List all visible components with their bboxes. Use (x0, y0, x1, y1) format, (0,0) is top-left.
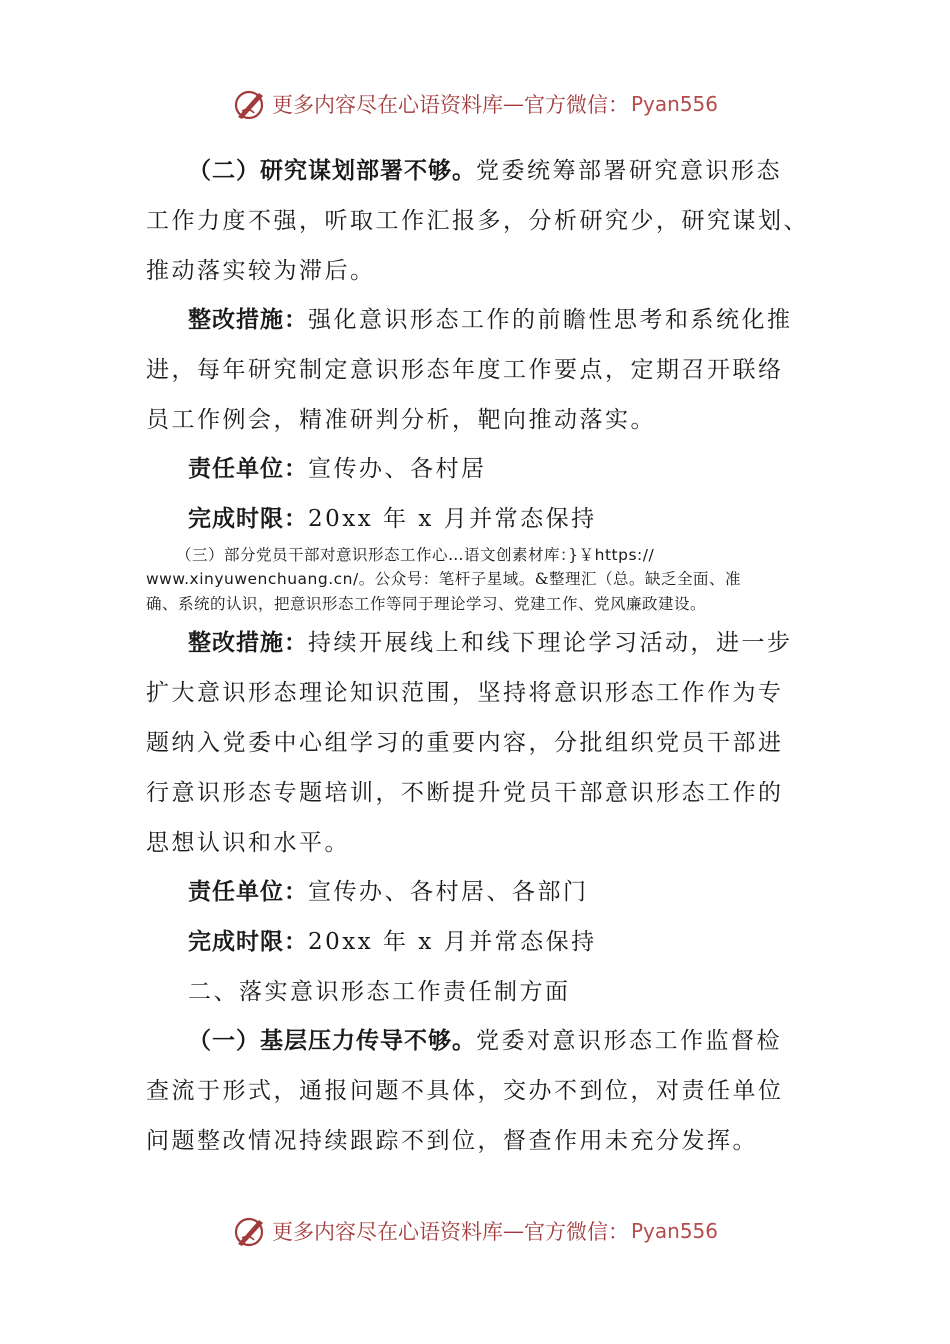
measures-text: 持续开展线上和线下理论学习活动，进一步 (308, 630, 793, 656)
deadline-value: 20xx 年 x 月并常态保持 (308, 929, 597, 955)
paragraph-line: 查流于形式，通报问题不具体，交办不到位，对责任单位 (146, 1078, 784, 1104)
responsible-value: 宣传办、各村居、各部门 (308, 879, 589, 905)
measures-line: 员工作例会，精准研判分析，靶向推动落实。 (146, 407, 656, 433)
measures-line (188, 305, 848, 335)
responsible-label: 责任单位： (188, 456, 308, 482)
pen-logo-icon (232, 87, 268, 121)
watermark-text: 更多内容尽在心语资料库 (271, 1220, 503, 1244)
measures-label: 整改措施： (188, 307, 308, 333)
notice-url: https:// (594, 546, 655, 564)
measures-line: 题纳入党委中心组学习的重要内容，分批组织党员干部进 (146, 730, 784, 756)
watermark-wechat-label: 官方微信： (523, 1220, 629, 1244)
paragraph-text: 党委统筹部署研究意识形态 (476, 158, 782, 184)
measures-line: 扩大意识形态理论知识范围，坚持将意识形态工作作为专 (146, 680, 784, 706)
deadline-line (188, 504, 848, 534)
section-title: 二、落实意识形态工作责任制方面 (188, 979, 571, 1005)
measures-line: 行意识形态专题培训，不断提升党员干部意识形态工作的 (146, 780, 784, 806)
pen-logo-icon (232, 1214, 268, 1248)
responsible-value: 宣传办、各村居 (308, 456, 487, 482)
paragraph-heading: （二）研究谋划部署不够。 (188, 158, 476, 184)
deadline-value: 20xx 年 x 月并常态保持 (308, 506, 597, 532)
watermark-text: 更多内容尽在心语资料库 (271, 93, 503, 117)
paragraph-line: 工作力度不强，听取工作汇报多，分析研究少，研究谋划、 (146, 208, 809, 234)
responsible-unit-line (188, 877, 848, 907)
measures-line: 思想认识和水平。 (146, 830, 350, 856)
measures-text: 强化意识形态工作的前瞻性思考和系统化推 (308, 307, 793, 333)
measures-label: 整改措施： (188, 630, 308, 656)
notice-text: 。公众号：笔杆子星域。&整理汇（总。缺乏全面、准 (358, 570, 742, 588)
paragraph-line: 问题整改情况持续跟踪不到位，督查作用未充分发挥。 (146, 1128, 758, 1154)
footer-watermark (0, 1211, 950, 1251)
watermark-dash: — (502, 92, 524, 116)
measures-line (188, 628, 848, 658)
paragraph-line (188, 156, 848, 186)
responsible-label: 责任单位： (188, 879, 308, 905)
watermark-wechat-id: Pyan556 (630, 1219, 718, 1243)
watermark-dash: — (502, 1219, 524, 1243)
deadline-label: 完成时限： (188, 506, 308, 532)
notice-text: （三）部分党员干部对意识形态工作心…语文创素材库：}￥ (176, 546, 595, 564)
header-watermark (0, 84, 950, 124)
responsible-unit-line (188, 454, 848, 484)
deadline-line (188, 927, 848, 957)
watermark-wechat-label: 官方微信： (523, 93, 629, 117)
paragraph-heading: （一）基层压力传导不够。 (188, 1028, 476, 1054)
notice-url: www.xinyuwenchuang.cn/ (146, 570, 359, 588)
paragraph-text: 党委对意识形态工作监督检 (476, 1028, 782, 1054)
deadline-label: 完成时限： (188, 929, 308, 955)
watermark-wechat-id: Pyan556 (630, 92, 718, 116)
notice-line (146, 568, 816, 590)
paragraph-line (188, 1026, 848, 1056)
notice-line (176, 544, 846, 566)
notice-line: 确、系统的认识，把意识形态工作等同于理论学习、党建工作、党风廉政建设。 (146, 595, 707, 613)
paragraph-line: 推动落实较为滞后。 (146, 258, 376, 284)
measures-line: 进，每年研究制定意识形态年度工作要点，定期召开联络 (146, 357, 784, 383)
